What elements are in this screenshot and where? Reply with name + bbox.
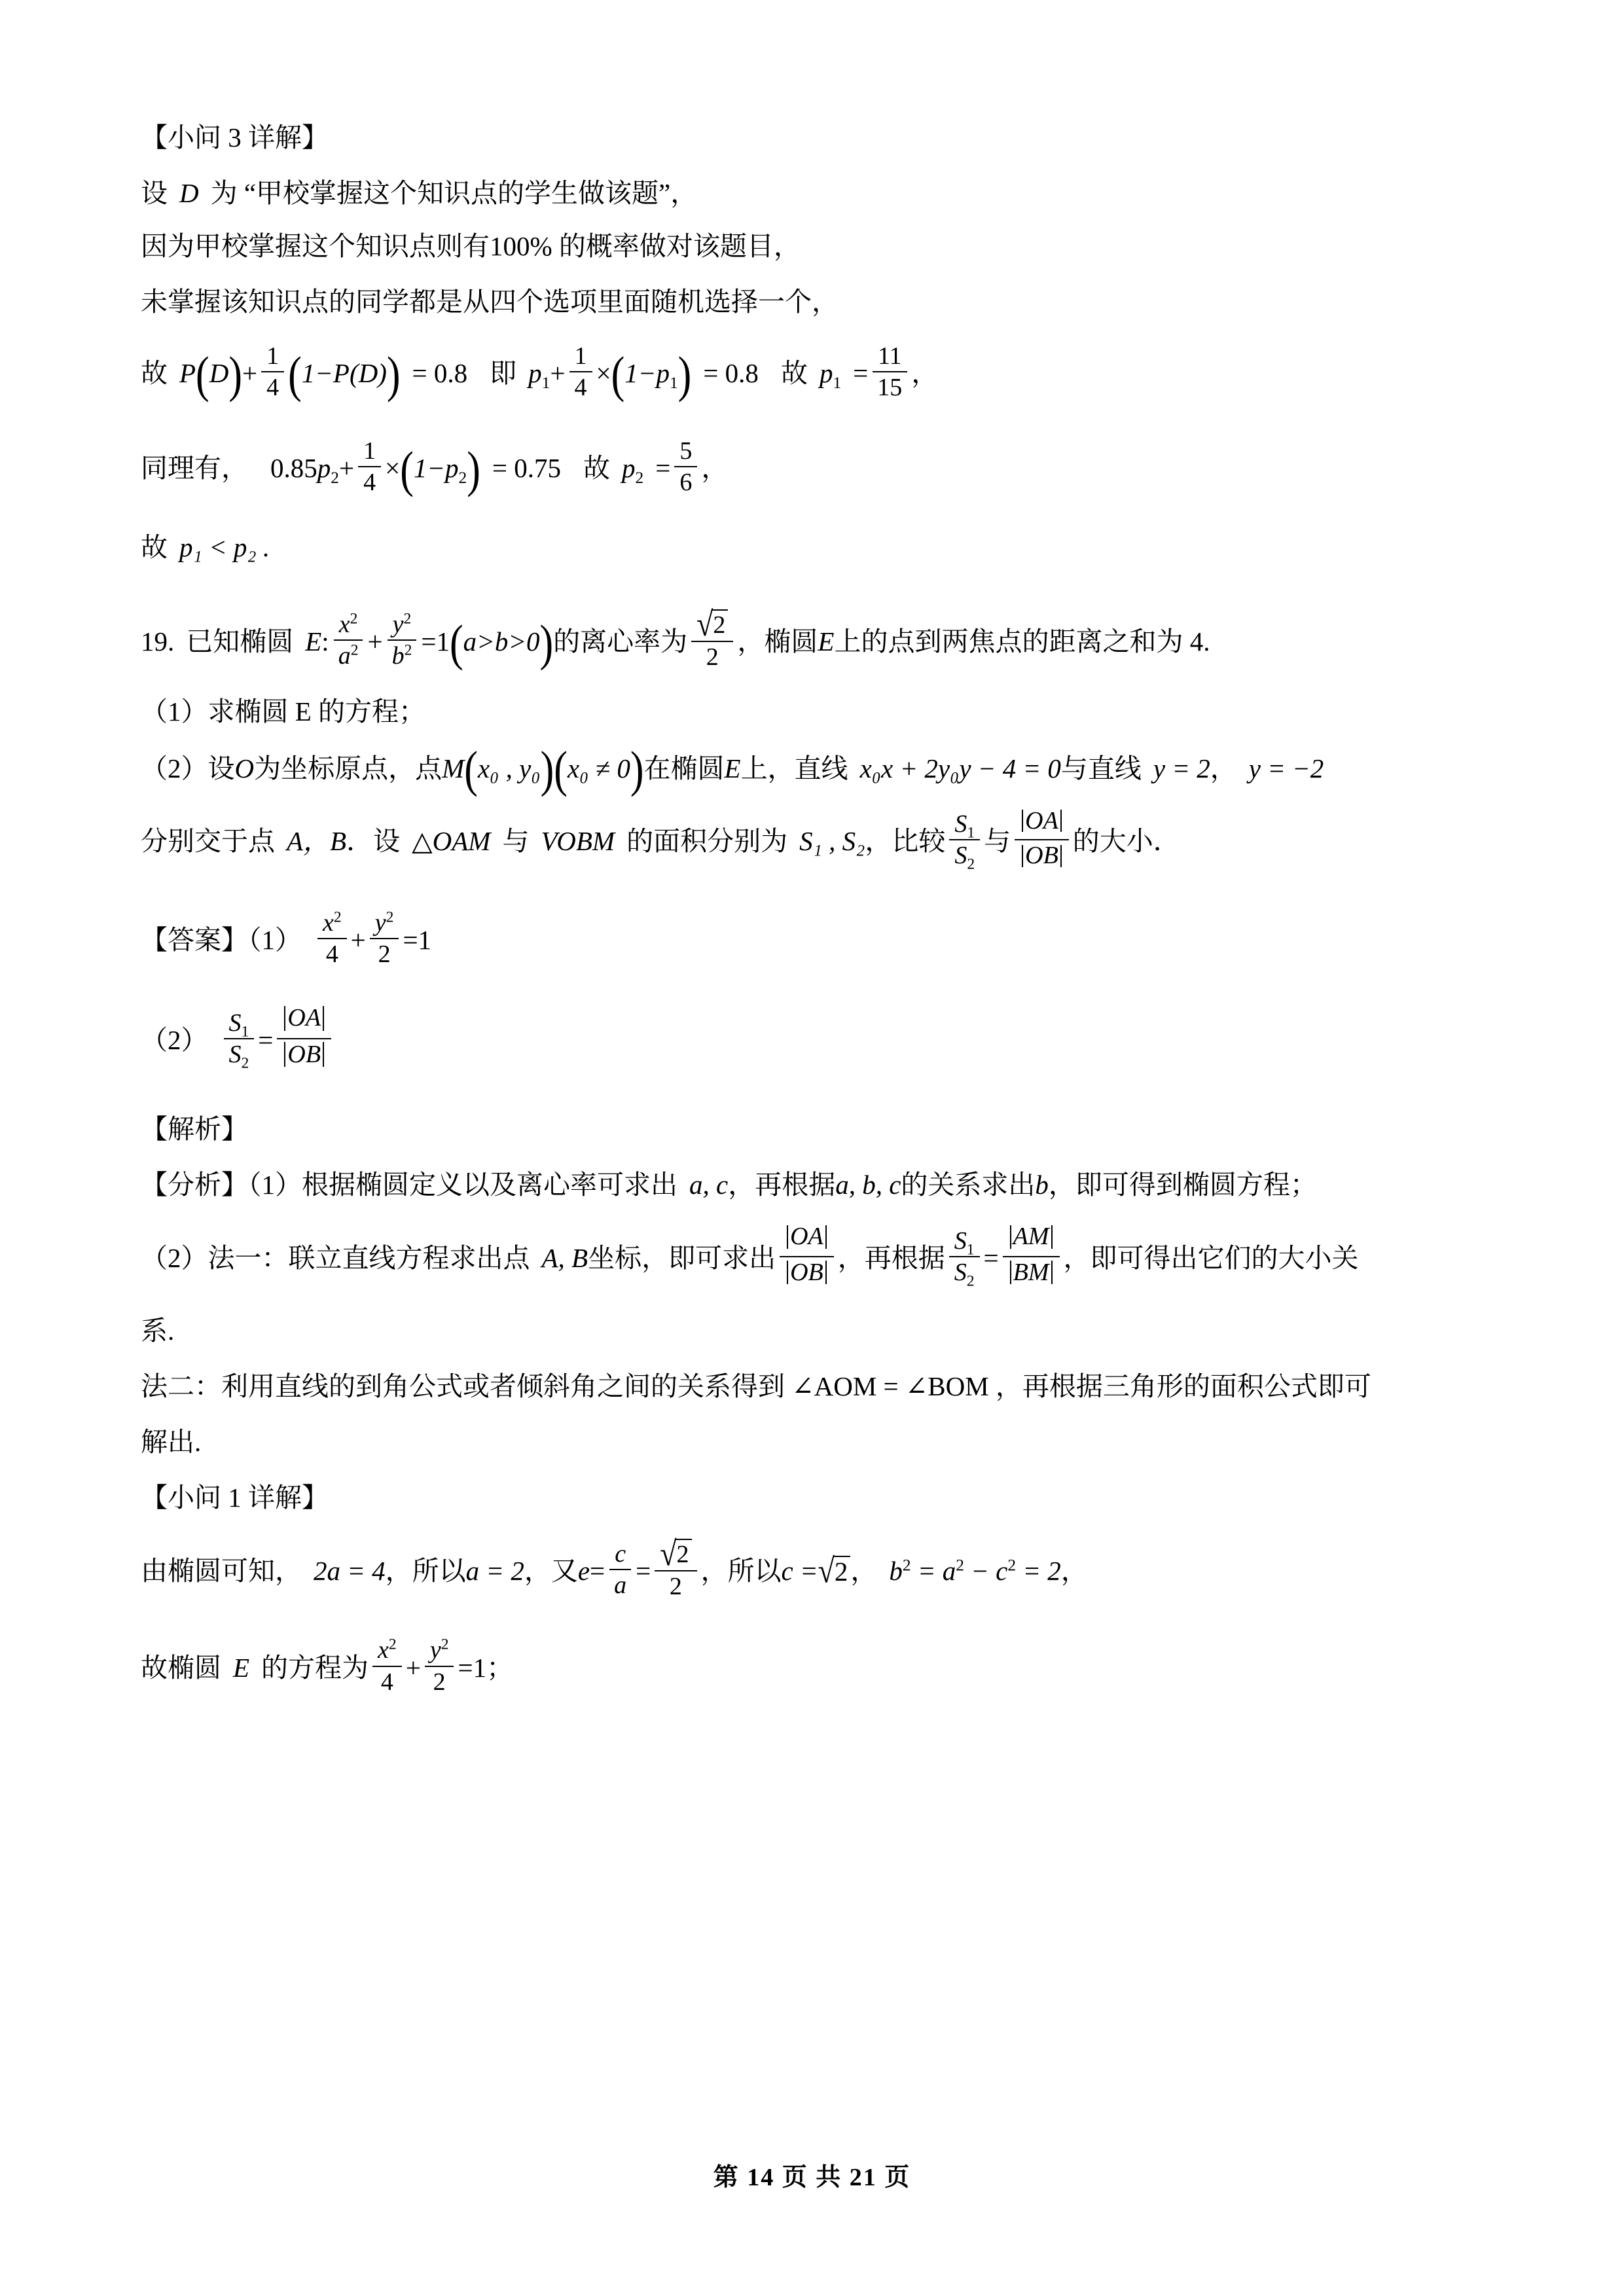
text-fragment: ，即可得出它们的大小关 — [1063, 1242, 1359, 1273]
paren-close-icon: ) — [539, 615, 554, 671]
section-heading-q19-part1: 【小问 1 详解】 — [141, 1482, 329, 1513]
text-fragment: ，所以 — [700, 1555, 782, 1586]
text-fragment: 的面积分别为 — [626, 826, 788, 857]
fraction-one-quarter-2 — [569, 343, 592, 401]
fraction-denominator: 15 — [877, 374, 903, 402]
text-comma: ， — [701, 453, 729, 484]
fraction-y2-over-2b — [425, 1637, 454, 1695]
fraction-numerator: $x^2$ — [317, 910, 347, 939]
text-fragment: 分别交于点 — [141, 826, 275, 857]
math-M-coords: x₀ , y₀ — [477, 753, 541, 783]
text-fragment: 为坐标原点，点 — [254, 753, 442, 783]
text-fragment: 坐标，即可求出 — [588, 1242, 776, 1273]
fraction-numerator: c — [609, 1541, 631, 1570]
analysis-heading: 【解析】 — [141, 1114, 248, 1145]
fraction-numerator: $S_1$ — [224, 1010, 255, 1039]
text-fragment: 【分析】（1）根据椭圆定义以及离心率可求出 — [141, 1170, 677, 1200]
fraction-x2-over-4b — [372, 1637, 402, 1695]
math-a-b-c: a, b, c — [835, 1170, 901, 1200]
text-fragment: 的方程为 — [261, 1652, 369, 1683]
math-var-D: D — [179, 178, 199, 208]
math-p2-value: $p_2$ — [622, 453, 644, 488]
text-fragment: 同理有， — [141, 453, 248, 484]
math-a-c: a, c — [689, 1170, 729, 1200]
math-b2-value: $b^2 = a^2 - c^2 = 2$ — [889, 1555, 1061, 1586]
analysis-part2-method1-cont: 系. — [141, 1316, 175, 1346]
text-fragment: 的关系求出 — [901, 1170, 1036, 1200]
text-fragment: 与 — [984, 826, 1011, 857]
math-plus: + — [242, 358, 258, 389]
text-fragment: （2）设 — [141, 753, 235, 783]
fraction-numerator: 11 — [873, 343, 907, 372]
fraction-numerator: $S_1$ — [949, 1228, 980, 1257]
paren-close-icon: ) — [386, 347, 401, 403]
text-fragment: ，再根据 — [728, 1170, 836, 1200]
paragraph-reason-2: 未掌握该知识点的同学都是从四个选项里面随机选择一个， — [141, 287, 839, 317]
math-a-eq-2: a = 2 — [465, 1555, 524, 1586]
fraction-denominator: 2 — [378, 940, 391, 968]
fraction-numerator: 1 — [261, 343, 284, 372]
sqrt-icon: √ 2 — [696, 609, 728, 639]
fraction-5-6 — [674, 438, 697, 496]
text-fragment: 故 — [583, 453, 611, 484]
math-line-ym2: y = −2 — [1248, 753, 1324, 783]
solution-part1-line2 — [141, 1638, 1483, 1696]
text-fragment: ，椭圆 — [737, 626, 818, 656]
text-fragment: 上的点到两焦点的距离之和为 4. — [834, 626, 1210, 656]
fraction-denominator: OB — [1015, 840, 1069, 873]
fraction-numerator: $y^2$ — [425, 1637, 454, 1666]
paren-close-icon: ) — [228, 347, 242, 403]
question-19-part1: （1）求椭圆 E 的方程； — [141, 696, 426, 727]
math-line-y2: y = 2 — [1153, 753, 1210, 783]
fraction-numerator: $S_1$ — [949, 811, 980, 840]
fraction-denominator: BM — [1003, 1257, 1060, 1291]
paren-open-icon: ( — [288, 347, 302, 403]
equation-p2 — [141, 439, 1483, 497]
math-E3: E — [724, 753, 741, 783]
fraction-sqrt2-over-2b — [655, 1534, 696, 1601]
fraction-numerator: OA — [780, 1223, 834, 1257]
paren-open-icon: ( — [196, 347, 209, 403]
paren-open-icon: ( — [611, 347, 625, 403]
fraction-numerator: 1 — [358, 438, 381, 467]
math-085: 0.85 — [270, 453, 317, 484]
math-expr-1-minus-p2: $1-p_2$ — [413, 453, 467, 488]
fraction-denominator: OB — [780, 1257, 834, 1291]
math-e: e — [577, 1555, 590, 1586]
text-fragment: 的离心率为 — [553, 626, 688, 656]
fraction-denominator: 2 — [669, 1573, 682, 1601]
math-p2: $p_2$ — [317, 453, 339, 488]
text-comma: ， — [850, 1555, 878, 1586]
fraction-numerator: $x^2$ — [372, 1637, 402, 1666]
text-fragment: 的大小． — [1072, 826, 1180, 857]
math-c-eq: c = — [781, 1555, 818, 1586]
paren-close-icon: ) — [467, 442, 480, 498]
math-plus: + — [550, 358, 566, 389]
text-fragment: 由椭圆可知， — [141, 1555, 302, 1586]
fraction-numerator: 5 — [674, 438, 697, 467]
fraction-numerator: OA — [1015, 808, 1069, 841]
fraction-S1-over-S2-2 — [949, 1227, 980, 1290]
paren-open-icon: ( — [554, 742, 568, 798]
fraction-numerator: $x^2$ — [334, 611, 363, 641]
text-fragment: ，比较 — [865, 826, 946, 857]
math-conclusion: p₁ < p₂ . — [179, 532, 270, 563]
math-expr-1-minus-PD: 1−P(D) — [301, 358, 387, 389]
math-triangle-OAM: △OAM — [412, 826, 491, 857]
analysis-part2-method1 — [141, 1225, 1483, 1291]
fraction-denominator: $S_2$ — [954, 842, 975, 873]
math-line-equation: x₀x + 2y₀y − 4 = 0 — [859, 753, 1061, 783]
text-fragment: 故 — [141, 358, 168, 389]
fraction-denominator: $b^2$ — [391, 641, 412, 670]
math-E4: E — [233, 1652, 250, 1683]
text-fragment: 已知椭圆 — [186, 626, 294, 656]
math-p1-value: $p_1$ — [819, 358, 842, 393]
paren-close-icon: ) — [630, 742, 644, 798]
math-M-condition: x₀ ≠ 0 — [567, 753, 630, 783]
math-points-AB: A，B — [287, 826, 347, 857]
paren-open-icon: ( — [464, 742, 478, 798]
equation-p1 — [141, 344, 1483, 403]
math-eq: = — [636, 1555, 651, 1586]
math-eq: = — [983, 1242, 999, 1273]
text-fragment: 在椭圆 — [643, 753, 725, 783]
analysis-part2-method2-cont: 解出. — [141, 1427, 202, 1458]
math-M: M — [442, 753, 465, 783]
sqrt-icon: √ 2 — [818, 1556, 851, 1586]
fraction-y2-over-2 — [370, 910, 399, 968]
paragraph-reason-1: 因为甲校掌握这个知识点则有100% 的概率做对该题目， — [141, 231, 801, 261]
text-fragment: （2）法一：联立直线方程求出点 — [141, 1242, 530, 1273]
text-fragment: 为 “甲校掌握这个知识点的学生做该题”， — [210, 178, 698, 208]
fraction-numerator: OA — [277, 1005, 331, 1039]
answer-block-2 — [141, 1003, 1483, 1074]
fraction-denominator: 4 — [574, 374, 587, 402]
text-fragment: ，所以 — [385, 1555, 466, 1586]
text-comma: ， — [1060, 1555, 1088, 1586]
math-plus: + — [338, 453, 355, 484]
fraction-11-15 — [872, 343, 907, 401]
fraction-numerator — [691, 605, 733, 644]
fraction-denominator: $a^2$ — [338, 641, 359, 670]
text-fragment: 上，直线 — [740, 753, 848, 783]
text-fragment: 故 — [780, 358, 808, 389]
fraction-AM-over-BM — [1003, 1223, 1060, 1290]
fraction-denominator: 6 — [679, 469, 693, 497]
answer-block-1 — [141, 908, 1483, 969]
math-b: b — [1035, 1170, 1049, 1200]
math-plus: + — [367, 626, 383, 656]
paren-open-icon: ( — [400, 442, 414, 498]
fraction-denominator: 2 — [433, 1668, 446, 1696]
fraction-numerator — [655, 1534, 696, 1573]
math-2a-eq-4: 2a = 4 — [314, 1555, 386, 1586]
math-plus: + — [350, 924, 366, 955]
fraction-numerator: $y^2$ — [388, 611, 417, 641]
math-eq-08b: = 0.8 — [703, 358, 759, 389]
fraction-denominator: 4 — [380, 1668, 393, 1696]
fraction-S1-over-S2-ans — [224, 1009, 255, 1072]
analysis-part2-method2: 法二：利用直线的到角公式或者倾斜角之间的关系得到 ∠AOM = ∠BOM ，再根据三角形的面积公式即可 — [141, 1371, 1371, 1402]
paragraph-define-D — [141, 180, 1483, 207]
math-times: × — [596, 358, 611, 389]
fraction-one-quarter-3 — [358, 438, 381, 496]
fraction-x2-over-a2 — [333, 611, 364, 670]
text-fragment: 即 — [490, 358, 517, 389]
fraction-c-over-a — [609, 1541, 632, 1599]
math-eq: = — [853, 358, 869, 389]
math-eq-1: =1 — [421, 626, 450, 656]
fraction-denominator: a — [614, 1571, 627, 1599]
math-eq-1-end: =1； — [458, 1652, 514, 1683]
math-D: D — [209, 358, 229, 389]
math-condition-abgt0: a>b>0 — [463, 626, 540, 656]
math-eq: = — [590, 1555, 605, 1586]
fraction-denominator: $S_2$ — [954, 1258, 975, 1290]
conclusion-p1-lt-p2 — [141, 534, 1483, 561]
text-fragment: ，又 — [524, 1555, 578, 1586]
answer-label-2: （2） — [141, 1024, 208, 1055]
text-fragment: ，再根据 — [837, 1242, 945, 1273]
fraction-x2-over-4 — [317, 910, 347, 968]
solution-part1-line1 — [141, 1534, 1483, 1602]
paren-close-icon: ) — [677, 347, 692, 403]
section-heading-q18-part3: 【小问 3 详解】 — [141, 122, 329, 152]
fraction-numerator: AM — [1003, 1223, 1060, 1257]
sqrt-icon: √ 2 — [660, 1539, 691, 1569]
math-O: O — [234, 753, 255, 783]
fraction-one-quarter — [261, 343, 284, 401]
fraction-denominator: 4 — [325, 940, 338, 968]
fraction-sqrt2-over-2 — [691, 605, 733, 672]
text-fragment: ．设 — [346, 826, 401, 857]
question-19-part2-line2 — [141, 806, 1483, 874]
text-comma: ， — [911, 358, 939, 389]
math-points-A-B: A, B — [541, 1242, 588, 1273]
text-fragment: 故椭圆 — [141, 1652, 221, 1683]
answer-label: 【答案】（1） — [141, 924, 302, 955]
fraction-numerator: $y^2$ — [370, 910, 399, 939]
fraction-denominator: $S_2$ — [228, 1040, 249, 1072]
math-E2: E — [818, 626, 835, 656]
math-expr-1-minus-p1: $1-p_1$ — [624, 358, 678, 393]
question-19-stem — [141, 605, 1483, 672]
text-fragment: 故 — [141, 532, 168, 563]
text-fragment: 与直线 — [1060, 753, 1142, 783]
fraction-denominator: 4 — [363, 469, 376, 497]
math-eq: = — [258, 1024, 274, 1055]
math-plus: + — [405, 1652, 421, 1683]
math-eq-075: = 0.75 — [492, 453, 562, 484]
text-fragment: 设 — [141, 178, 168, 208]
math-P: P — [179, 358, 196, 389]
math-p1: $p_1$ — [528, 358, 550, 393]
fraction-denominator: 4 — [266, 374, 280, 402]
fraction-denominator: 2 — [706, 643, 719, 672]
math-times: × — [385, 453, 401, 484]
paren-open-icon: ( — [450, 615, 463, 671]
page-footer: 第 14 页 共 21 页 — [713, 2164, 911, 2191]
fraction-numerator: 1 — [569, 343, 592, 372]
math-eq-08: = 0.8 — [412, 358, 468, 389]
question-number: 19. — [141, 626, 175, 656]
math-triangle-OBM: VOBM — [541, 826, 615, 857]
fraction-S1-over-S2 — [949, 810, 980, 873]
math-eq-1: =1 — [403, 924, 432, 955]
math-E: E — [305, 626, 322, 656]
fraction-OA-over-OB-2 — [780, 1223, 834, 1290]
text-fragment: ，即可得到椭圆方程； — [1048, 1170, 1317, 1200]
fraction-y2-over-b2 — [387, 611, 418, 670]
math-eq: = — [655, 453, 671, 484]
math-areas-S1-S2: S₁ , S₂ — [799, 826, 865, 857]
paren-close-icon: ) — [540, 742, 554, 798]
fraction-OA-over-OB — [1015, 808, 1069, 873]
question-19-part2-line1 — [141, 742, 1483, 798]
math-colon: : — [321, 626, 329, 656]
fraction-denominator: OB — [277, 1039, 331, 1073]
analysis-part1 — [141, 1172, 1483, 1198]
fraction-OA-over-OB-ans — [277, 1005, 331, 1073]
text-comma: ， — [1210, 753, 1237, 783]
text-fragment: 与 — [502, 826, 530, 857]
